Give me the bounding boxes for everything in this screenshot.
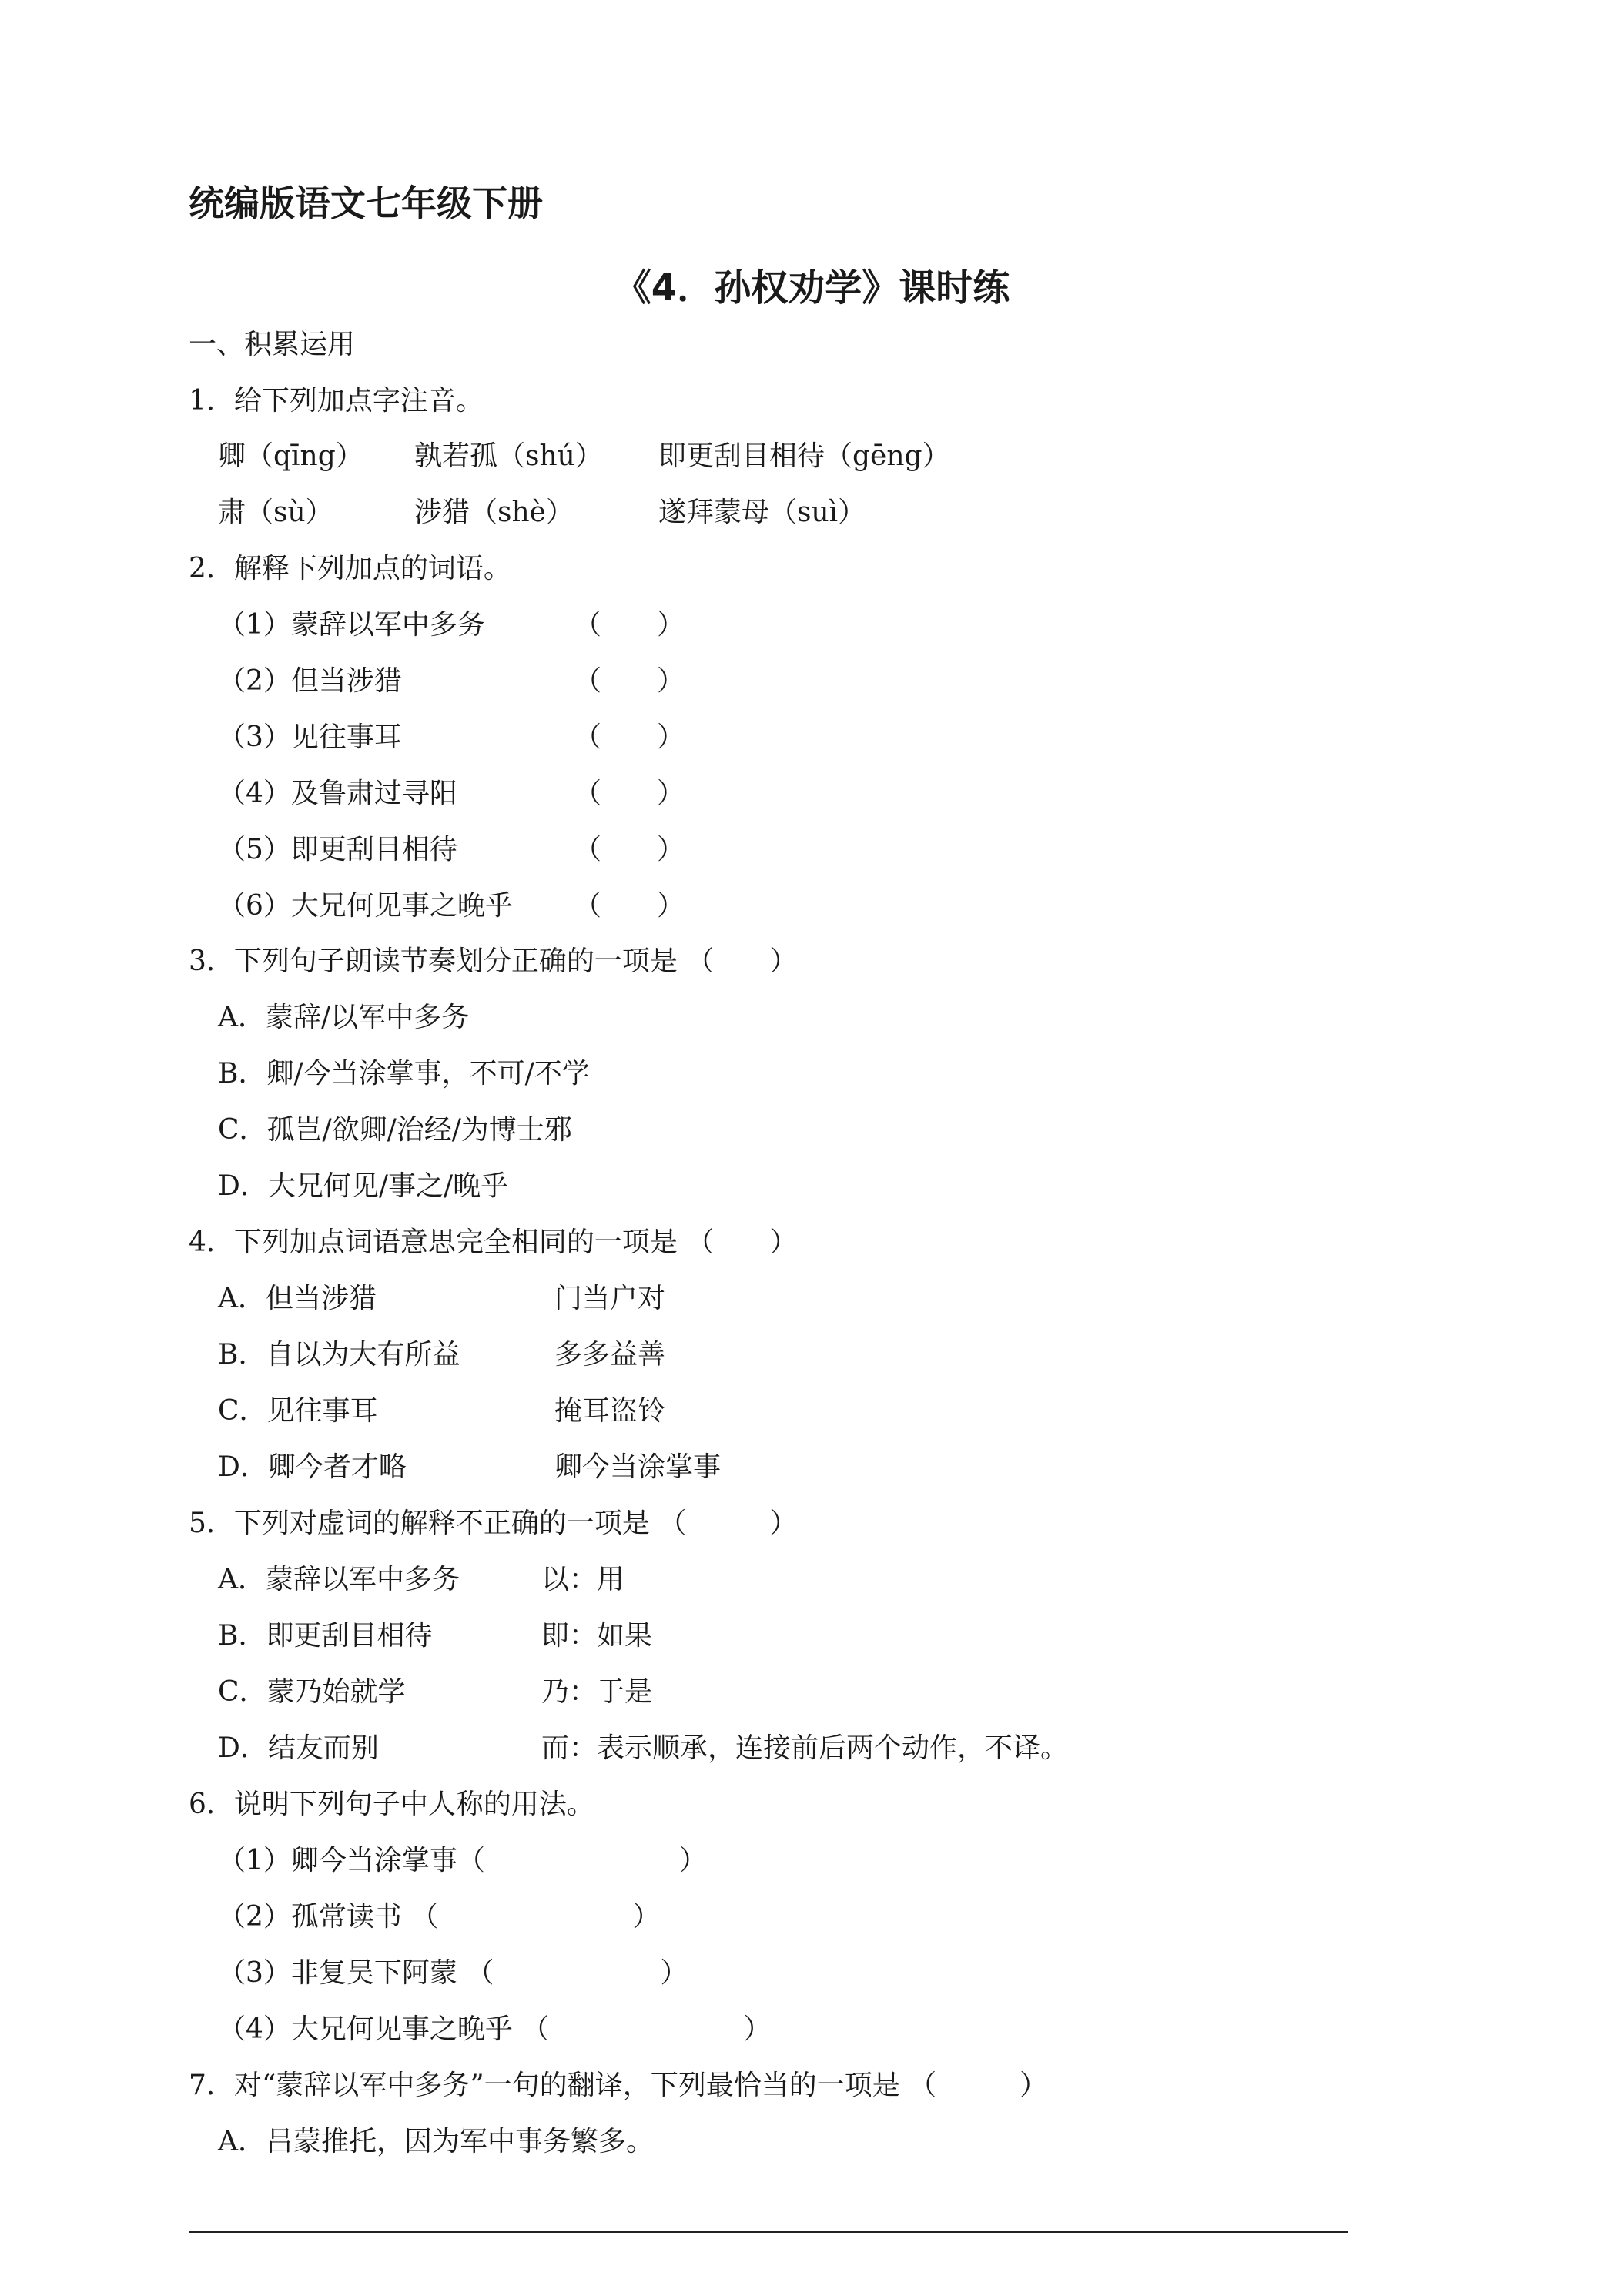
option-a: A．蒙辞以军中多务 — [218, 1564, 460, 1595]
answer-blank: （ ） — [574, 721, 685, 753]
option-c-compare: 掩耳盗铃 — [554, 1395, 666, 1427]
list-item: （3）非复吴下阿蒙 （ ） — [218, 1957, 688, 1989]
list-item: （4）及鲁肃过寻阳 — [218, 778, 457, 809]
option-b: B．卿/今当涂掌事，不可/不学 — [218, 1058, 590, 1089]
option-d-explanation: 而：表示顺承，连接前后两个动作，不译。 — [541, 1732, 1069, 1764]
answer-blank: （ ） — [574, 778, 685, 809]
answer-blank: （ ） — [574, 665, 685, 697]
list-item: （6）大兄何见事之晚乎 — [218, 890, 513, 922]
list-item: （4）大兄何见事之晚乎 （ ） — [218, 2013, 772, 2045]
question-1-stem: 1．给下列加点字注音。 — [189, 385, 484, 417]
section-heading: 一、积累运用 — [189, 329, 356, 360]
list-item: （3）见往事耳 — [218, 721, 402, 753]
option-d: D．大兄何见/事之/晚乎 — [218, 1170, 509, 1202]
answer-blank: （ ） — [574, 890, 685, 922]
question-6-stem: 6．说明下列句子中人称的用法。 — [189, 1789, 594, 1820]
pinyin-item: 肃（sù） — [218, 497, 333, 528]
pinyin-item: 遂拜蒙母（suì） — [658, 497, 866, 528]
footer-divider — [189, 2231, 1348, 2233]
question-5-stem: 5．下列对虚词的解释不正确的一项是 （ ） — [189, 1508, 798, 1539]
option-a: A．但当涉猎 — [218, 1283, 377, 1314]
list-item: （1）卿今当涂掌事（ ） — [218, 1845, 707, 1876]
document-title: 《4．孙权劝学》课时练 — [614, 266, 1010, 310]
answer-blank: （ ） — [574, 834, 685, 865]
option-b: B．即更刮目相待 — [218, 1620, 433, 1652]
option-d: D．结友而别 — [218, 1732, 379, 1764]
option-b-explanation: 即：如果 — [541, 1620, 653, 1652]
pinyin-item: 涉猎（shè） — [414, 497, 574, 528]
pinyin-item: 即更刮目相待（gēng） — [658, 440, 950, 472]
question-2-stem: 2．解释下列加点的词语。 — [189, 553, 511, 584]
answer-blank: （ ） — [574, 609, 685, 641]
option-b: B．自以为大有所益 — [218, 1339, 460, 1371]
document-header: 统编版语文七年级下册 — [189, 182, 543, 224]
list-item: （2）但当涉猎 — [218, 665, 402, 697]
pinyin-item: 卿（qīng） — [218, 440, 363, 472]
question-7-stem: 7．对“蒙辞以军中多务”一句的翻译，下列最恰当的一项是 （ ） — [189, 2070, 1048, 2101]
option-d-compare: 卿今当涂掌事 — [554, 1451, 722, 1483]
list-item: （5）即更刮目相待 — [218, 834, 457, 865]
question-3-stem: 3．下列句子朗读节奏划分正确的一项是 （ ） — [189, 946, 798, 977]
list-item: （1）蒙辞以军中多务 — [218, 609, 485, 641]
list-item: （2）孤常读书 （ ） — [218, 1901, 661, 1933]
option-c: C．见往事耳 — [218, 1395, 378, 1427]
option-c-explanation: 乃：于是 — [541, 1676, 653, 1708]
option-a: A．蒙辞/以军中多务 — [218, 1002, 470, 1033]
option-a: A．吕蒙推托，因为军中事务繁多。 — [218, 2126, 654, 2157]
question-4-stem: 4．下列加点词语意思完全相同的一项是 （ ） — [189, 1227, 798, 1258]
pinyin-item: 孰若孤（shú） — [414, 440, 603, 472]
option-d: D．卿今者才略 — [218, 1451, 407, 1483]
option-c: C．蒙乃始就学 — [218, 1676, 406, 1708]
option-c: C．孤岂/欲卿/治经/为博士邪 — [218, 1114, 572, 1146]
option-a-explanation: 以：用 — [541, 1564, 625, 1595]
option-a-compare: 门当户对 — [554, 1283, 666, 1314]
option-b-compare: 多多益善 — [554, 1339, 666, 1371]
